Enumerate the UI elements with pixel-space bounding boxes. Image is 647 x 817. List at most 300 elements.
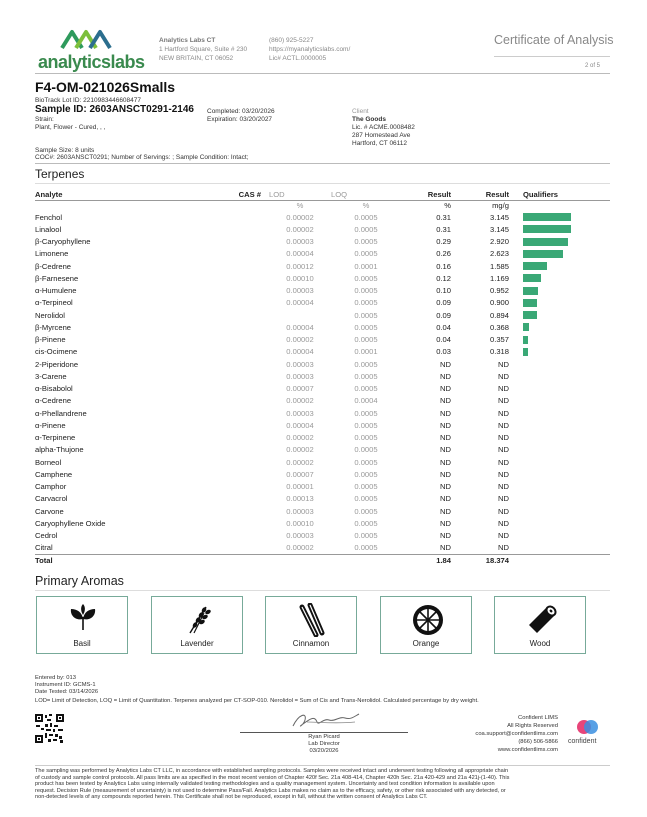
analyte-name: Caryophyllene Oxide [35,518,106,528]
result-pct: ND [440,494,451,504]
header-cas: CAS # [205,189,269,200]
table-row [35,297,610,309]
result-pct: 0.09 [436,298,451,308]
cas-number [205,370,269,382]
loq-value: 0.0005 [354,457,378,467]
aromas-title: Primary Aromas [35,574,124,588]
lod-value: 0.00013 [286,494,314,504]
aroma-label-basil: Basil [73,639,91,648]
loq-value: 0.0005 [354,249,378,259]
lab-contact [269,36,350,63]
lod-value: 0.00004 [286,298,314,308]
disclaimer-line-5: non-detected levels of any compounds reported herein. This Certificate shall not be reproduced, except in full, without the written consent of Analytics Labs CT. [35,794,428,801]
disclaimer-line-3: product has been tested by Analytics Labs using internally validated testing methodologies and a quality management system. Uncertainty and test condition information is available upon [35,781,495,788]
result-mg: 3.145 [489,212,509,222]
result-mg: 0.368 [489,322,509,332]
lod-value: 0.00002 [286,212,314,222]
loq-value: 0.0005 [354,237,378,247]
analyte-name: α-Terpinene [35,433,76,443]
analyte-name: α-Phellandrene [35,408,87,418]
terpenes-divider [35,183,610,184]
qualifier-cell [509,407,610,419]
result-pct: ND [440,396,451,406]
analyte-name: Camphene [35,469,73,479]
analyte-name: Linalool [35,224,62,234]
qualifier-cell [509,395,610,407]
qualifier-cell [509,419,610,431]
loq-value: 0.0005 [354,531,378,541]
lod-value: 0.00002 [286,335,314,345]
analyte-name: Borneol [35,457,62,467]
result-pct: ND [440,420,451,430]
table-row [35,444,610,456]
table-row [35,456,610,468]
loq-value: 0.0005 [354,224,378,234]
lod-value [269,309,331,321]
result-pct: ND [440,359,451,369]
disclaimer [35,768,615,801]
coc-info: COC#: 2603ANSCT0291; Number of Servings: ; Sample Condition: Intact; [35,154,249,161]
analyte-name: alpha-Thujone [35,445,84,455]
qualifier-cell [509,358,610,370]
lod-value: 0.00012 [286,261,314,271]
aroma-cinnamon [265,596,357,654]
concentration-bar [523,348,528,356]
orange-icon [411,603,445,637]
aroma-wood [494,596,586,654]
basil-icon [67,603,99,633]
table-row [35,321,610,333]
lims-rights: All Rights Reserved [507,723,558,729]
lod-value: 0.00002 [286,433,314,443]
unit-lod: % [296,201,304,211]
client-city: Hartford, CT 06112 [352,140,408,147]
result-pct: 0.12 [436,273,451,283]
cas-number [205,432,269,444]
concentration-bar [523,213,571,221]
qualifier-cell [509,505,610,517]
cas-number [205,297,269,309]
analyte-name: β-Myrcene [35,322,72,332]
table-row [35,493,610,505]
total-row [35,554,610,566]
qualifier-cell [509,321,610,333]
sign-date: 03/20/2026 [309,748,339,754]
result-pct: 0.26 [436,249,451,259]
result-mg: ND [498,457,509,467]
cas-number [205,395,269,407]
result-mg: 1.169 [489,273,509,283]
result-mg: 3.145 [489,224,509,234]
loq-value: 0.0005 [354,408,378,418]
qualifier-cell [509,493,610,505]
cas-number [205,407,269,419]
method-note: LOD= Limit of Detection, LOQ = Limit of Quantitation. Terpenes analyzed per CT-SOP-010. Nerolidol = Sum of Cis and Trans-Nerolidol. Calculated percentage by dry weight. [35,698,479,704]
loq-value: 0.0001 [354,347,378,357]
total-mg: 18.374 [451,554,509,566]
cas-number [205,248,269,260]
lod-value: 0.00004 [286,347,314,357]
table-row [35,432,610,444]
result-pct: ND [440,469,451,479]
result-pct: ND [440,531,451,541]
lod-value: 0.00004 [286,249,314,259]
lod-value: 0.00003 [286,408,314,418]
concentration-bar [523,250,563,258]
confident-logo [568,718,608,748]
disclaimer-line-4: request. Decision Rule (measurement of uncertainty) is not used to determine Pass/Fail. Analytics Labs makes no claim as to the efficacy, safety, or other risk associated with any detected, or [35,787,506,794]
analyte-name: β-Caryophyllene [35,237,91,247]
qualifier-cell [509,370,610,382]
qualifier-cell [509,456,610,468]
biotrack-id: BioTrack Lot ID: 2210983446608477 [35,97,142,104]
result-mg: ND [498,445,509,455]
table-row [35,395,610,407]
loq-value: 0.0005 [354,322,378,332]
concentration-bar [523,238,568,246]
table-row [35,419,610,431]
cas-number [205,358,269,370]
result-mg: 2.920 [489,237,509,247]
result-pct: ND [440,518,451,528]
result-pct: 0.09 [436,310,451,320]
loq-value: 0.0005 [354,469,378,479]
analyte-name: α-Bisabolol [35,384,73,394]
result-mg: 0.952 [489,286,509,296]
sample-title: F4-OM-021026Smalls [35,79,176,95]
aroma-basil [36,596,128,654]
logo-mark-icon [60,28,126,50]
lims-name: Confident LIMS [518,715,558,721]
cas-number [205,285,269,297]
lod-value: 0.00004 [286,322,314,332]
loq-value: 0.0005 [354,335,378,345]
lab-license: Lic# ACTL.0000005 [269,55,327,62]
qualifier-cell [509,444,610,456]
table-row [35,407,610,419]
lab-address2: NEW BRITAIN, CT 06052 [159,55,234,62]
analyte-name: Carvone [35,506,64,516]
concentration-bar [523,287,538,295]
lab-name: Analytics Labs CT [159,37,216,44]
lavender-icon [182,603,214,635]
qualifier-cell [509,468,610,480]
result-mg: ND [498,543,509,553]
qualifier-cell [509,297,610,309]
result-mg: ND [498,396,509,406]
table-row [35,530,610,542]
cas-number [205,334,269,346]
qualifier-cell [509,260,610,272]
logo-text: analyticslabs [38,52,145,72]
lod-value: 0.00003 [286,286,314,296]
analyte-name: Nerolidol [35,310,65,320]
lod-value: 0.00002 [286,224,314,234]
lod-value: 0.00010 [286,518,314,528]
lab-phone: (860) 925-5227 [269,37,314,44]
qualifier-cell [509,542,610,554]
loq-value: 0.0005 [354,420,378,430]
table-row [35,505,610,517]
table-row [35,223,610,235]
signer-title: Lab Director [308,741,340,747]
section-divider [35,163,610,164]
qualifier-cell [509,309,610,321]
header-loq: LOQ [331,189,401,200]
loq-value: 0.0005 [354,273,378,283]
aroma-lavender [151,596,243,654]
qualifier-cell [509,346,610,358]
aroma-label-wood: Wood [529,639,551,648]
entered-by: Entered by: 013 [35,675,76,681]
sample-type: Plant, Flower - Cured, , , [35,124,106,131]
client-street: 287 Homestead Ave [352,132,411,139]
concentration-bar [523,323,529,331]
loq-value: 0.0005 [354,506,378,516]
lod-value: 0.00010 [286,273,314,283]
qualifier-cell [509,432,610,444]
result-pct: 0.04 [436,322,451,332]
header-analyte: Analyte [35,189,205,200]
lab-website[interactable]: https://myanalyticslabs.com/ [269,46,351,53]
lod-value: 0.00004 [286,420,314,430]
analyte-name: α-Terpineol [35,298,73,308]
analyte-name: α-Cedrene [35,396,72,406]
table-row [35,468,610,480]
lims-info [460,714,558,754]
concentration-bar [523,262,547,270]
loq-value: 0.0005 [354,494,378,504]
units-row [35,200,610,211]
analyte-name: α-Pinene [35,420,66,430]
result-mg: ND [498,408,509,418]
disclaimer-line-2: of custody and sample control protocols. All pass limits are as specified in the most recent version of Chapter 420f Sec. 21a 408-414, Chapter 420h Sec. 21a 420-429 and 21a 421j-(1-40). This [35,774,510,781]
qualifier-cell [509,248,610,260]
lims-website[interactable]: www.confidentlims.com [497,747,558,753]
table-row [35,334,610,346]
result-pct: ND [440,433,451,443]
result-pct: ND [440,384,451,394]
cas-number [205,321,269,333]
logo [38,28,145,74]
concentration-bar [523,225,571,233]
analyte-name: cis-Ocimene [35,347,78,357]
table-row [35,260,610,272]
client-name: The Goods [352,116,386,123]
table-row [35,542,610,554]
qualifier-cell [509,236,610,248]
loq-value: 0.0005 [354,518,378,528]
analyte-name: Camphor [35,482,67,492]
cas-number [205,272,269,284]
result-pct: 0.04 [436,335,451,345]
lod-value: 0.00003 [286,237,314,247]
lod-value: 0.00007 [286,469,314,479]
loq-value: 0.0001 [354,261,378,271]
qualifier-cell [509,272,610,284]
qualifier-cell [509,383,610,395]
loq-value: 0.0005 [354,298,378,308]
table-row [35,248,610,260]
cas-number [205,481,269,493]
concentration-bar [523,311,537,319]
qr-code[interactable] [35,714,64,743]
result-mg: ND [498,482,509,492]
lab-address1: 1 Hartford Square, Suite # 230 [159,46,248,53]
lod-value: 0.00003 [286,371,314,381]
cas-number [205,517,269,529]
cas-number [205,383,269,395]
lod-value: 0.00003 [286,531,314,541]
cinnamon-icon [296,603,328,637]
qr-code-icon [35,714,64,743]
result-pct: 0.03 [436,347,451,357]
lod-value: 0.00001 [286,482,314,492]
table-row [35,517,610,529]
unit-result-mg: mg/g [492,201,509,211]
loq-value: 0.0005 [354,371,378,381]
loq-value: 0.0005 [354,445,378,455]
cas-number [205,419,269,431]
result-mg: 0.318 [489,347,509,357]
terpenes-table [35,189,610,566]
loq-value: 0.0005 [354,384,378,394]
concentration-bar [523,274,541,282]
disclaimer-divider [35,765,610,766]
qualifier-cell [509,530,610,542]
unit-loq: % [362,201,370,211]
analyte-name: β-Cedrene [35,261,72,271]
result-mg: 0.900 [489,298,509,308]
result-pct: 0.31 [436,212,451,222]
qualifier-cell [509,334,610,346]
cas-number [205,346,269,358]
analyte-name: α-Humulene [35,286,77,296]
table-row [35,211,610,223]
analyte-name: Carvacrol [35,494,68,504]
result-mg: ND [498,384,509,394]
table-row [35,358,610,370]
signature-icon [285,710,365,732]
qualifier-cell [509,285,610,297]
instrument-id: Instrument ID: GCMS-1 [35,682,96,688]
client-label: Client [352,108,369,115]
table-row [35,383,610,395]
lod-value: 0.00003 [286,506,314,516]
confident-logo-icon [576,718,600,736]
loq-value: 0.0005 [354,286,378,296]
expiration-date: Expiration: 03/20/2027 [207,116,273,123]
result-pct: ND [440,482,451,492]
result-mg: ND [498,469,509,479]
concentration-bar [523,299,537,307]
header-qualifiers: Qualifiers [509,189,610,200]
loq-value: 0.0005 [354,482,378,492]
result-pct: ND [440,506,451,516]
result-pct: 0.29 [436,237,451,247]
document-title: Certificate of Analysis [494,33,614,47]
table-row [35,370,610,382]
table-row [35,272,610,284]
total-pct: 1.84 [401,554,451,566]
table-row [35,346,610,358]
cas-number [205,211,269,223]
analyte-name: β-Pinene [35,335,66,345]
title-divider [494,56,610,57]
result-pct: ND [440,408,451,418]
cas-number [205,236,269,248]
loq-value: 0.0005 [354,359,378,369]
cas-number [205,260,269,272]
result-mg: ND [498,518,509,528]
aroma-label-lavender: Lavender [180,639,214,648]
lims-phone: (866) 506-5866 [518,739,558,745]
sample-size: Sample Size: 8 units [35,147,95,154]
analyte-name: Fenchol [35,212,63,222]
result-pct: ND [440,371,451,381]
lab-info [159,36,247,63]
result-mg: ND [498,531,509,541]
client-license: Lic. # ACME.0008482 [352,124,415,131]
loq-value: 0.0005 [354,543,378,553]
loq-value: 0.0005 [354,433,378,443]
confident-logo-text: confident [568,738,597,745]
table-row [35,309,610,321]
qualifier-cell [509,223,610,235]
signer-name: Ryan Picard [308,734,340,740]
signature-line [240,732,408,733]
cas-number [205,468,269,480]
cas-number [205,505,269,517]
header-result-mg: Result [451,189,509,200]
strain: Strain: [35,116,54,123]
result-mg: ND [498,371,509,381]
qualifier-cell [509,211,610,223]
cas-number [205,309,269,321]
result-mg: ND [498,359,509,369]
result-mg: ND [498,433,509,443]
unit-result-pct: % [444,201,451,211]
analyte-name: Limonene [35,249,69,259]
table-row [35,481,610,493]
table-row [35,285,610,297]
loq-value: 0.0005 [354,212,378,222]
loq-value: 0.0005 [354,310,378,320]
analyte-name: Citral [35,543,53,553]
concentration-bar [523,336,528,344]
result-mg: 2.623 [489,249,509,259]
result-mg: 0.894 [489,310,509,320]
cas-number [205,444,269,456]
loq-value: 0.0004 [354,396,378,406]
sample-id: Sample ID: 2603ANSCT0291-2146 [35,104,194,115]
result-mg: ND [498,420,509,430]
date-tested: Date Tested: 03/14/2026 [35,689,99,695]
cas-number [205,530,269,542]
header-divider [35,73,610,74]
lod-value: 0.00002 [286,543,314,553]
table-header-row [35,189,610,200]
result-pct: ND [440,457,451,467]
cas-number [205,456,269,468]
total-label: Total [35,554,205,566]
lims-email[interactable]: coa.support@confidentlims.com [475,731,558,737]
result-mg: ND [498,494,509,504]
qualifier-cell [509,517,610,529]
result-mg: ND [498,506,509,516]
qualifier-cell [509,481,610,493]
aromas-divider [35,590,610,591]
